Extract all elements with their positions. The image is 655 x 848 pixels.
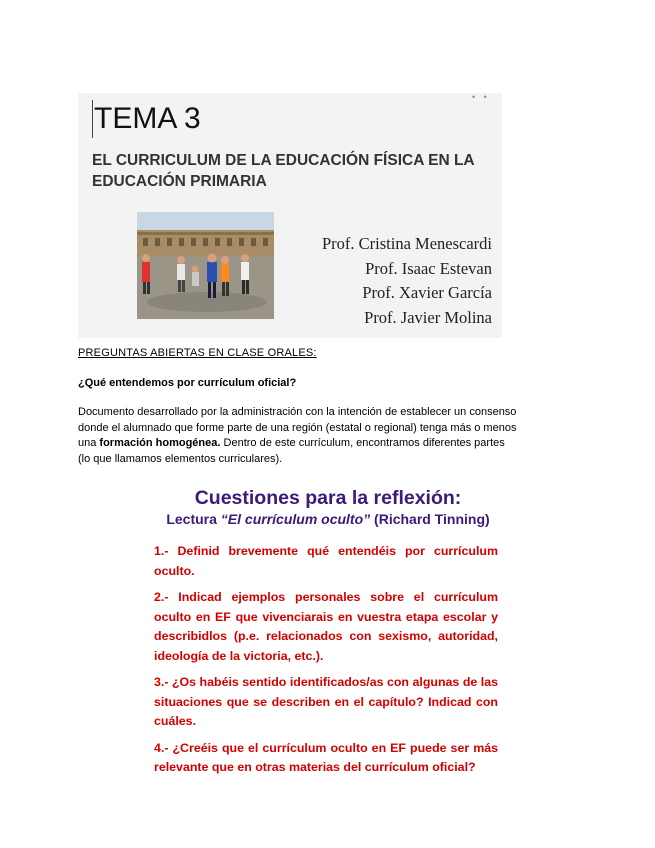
reflection-question: 2.- Indicad ejemplos personales sobre el currículum oculto en EF que vivenciarais en vuestra etapa escolar y describidlos (p.e. relacionados con sexismo, autoridad, ideología de la victoria, etc.). — [154, 590, 498, 663]
professor-name: Prof. Isaac Estevan — [365, 258, 492, 278]
text-cursor — [92, 100, 93, 138]
paragraph-text: Documento desarrollado por la administración con la intención de establecer un consenso donde el alumnado que forme parte de una región (estatal o regional) tenga más o menos una — [78, 406, 517, 449]
schoolyard-photo-drawing — [137, 212, 274, 319]
reflection-subtitle-prefix: Lectura — [166, 511, 221, 527]
reflection-subtitle-suffix: (Richard Tinning) — [370, 511, 490, 527]
reflection-question: 4.- ¿Creéis que el currículum oculto en EF puede ser más relevante que en otras materias del currículum oficial? — [154, 740, 498, 774]
professor-list — [322, 232, 492, 330]
reflection-question: 3.- ¿Os habéis sentido identificados/as con algunas de las situaciones que se describen en el capítulo? Indicad con cuáles. — [154, 675, 498, 728]
reflection-subtitle-italic: “El currículum oculto” — [220, 511, 371, 527]
reflection-subtitle — [145, 511, 511, 527]
professor-name: Prof. Xavier García — [362, 283, 492, 302]
slide-subtitle: EL CURRICULUM DE LA EDUCACIÓN FÍSICA EN LA EDUCACIÓN PRIMARIA — [92, 152, 475, 190]
body-paragraph — [78, 405, 518, 467]
paragraph-bold-text: formación homogénea. — [99, 437, 221, 449]
schoolyard-photo — [137, 212, 274, 319]
professor-name: Prof. Cristina Menescardi — [321, 234, 492, 253]
section-heading: PREGUNTAS ABIERTAS EN CLASE ORALES: — [78, 347, 317, 359]
reflection-question: 1.- Definid brevemente qué entendéis por currículum oculto. — [154, 544, 498, 578]
paragraph-text: Dentro de este currículum, encontramos diferentes partes (lo que llamamos elementos curriculares). — [78, 437, 505, 465]
slide-dots: • • — [472, 92, 490, 102]
professor-name: Prof. Javier Molina — [364, 307, 492, 327]
reflection-questions — [154, 542, 498, 785]
slide-title: TEMA 3 — [94, 102, 201, 135]
question-heading: ¿Qué entendemos por currículum oficial? — [78, 377, 297, 389]
reflection-title: Cuestiones para la reflexión: — [194, 487, 462, 509]
